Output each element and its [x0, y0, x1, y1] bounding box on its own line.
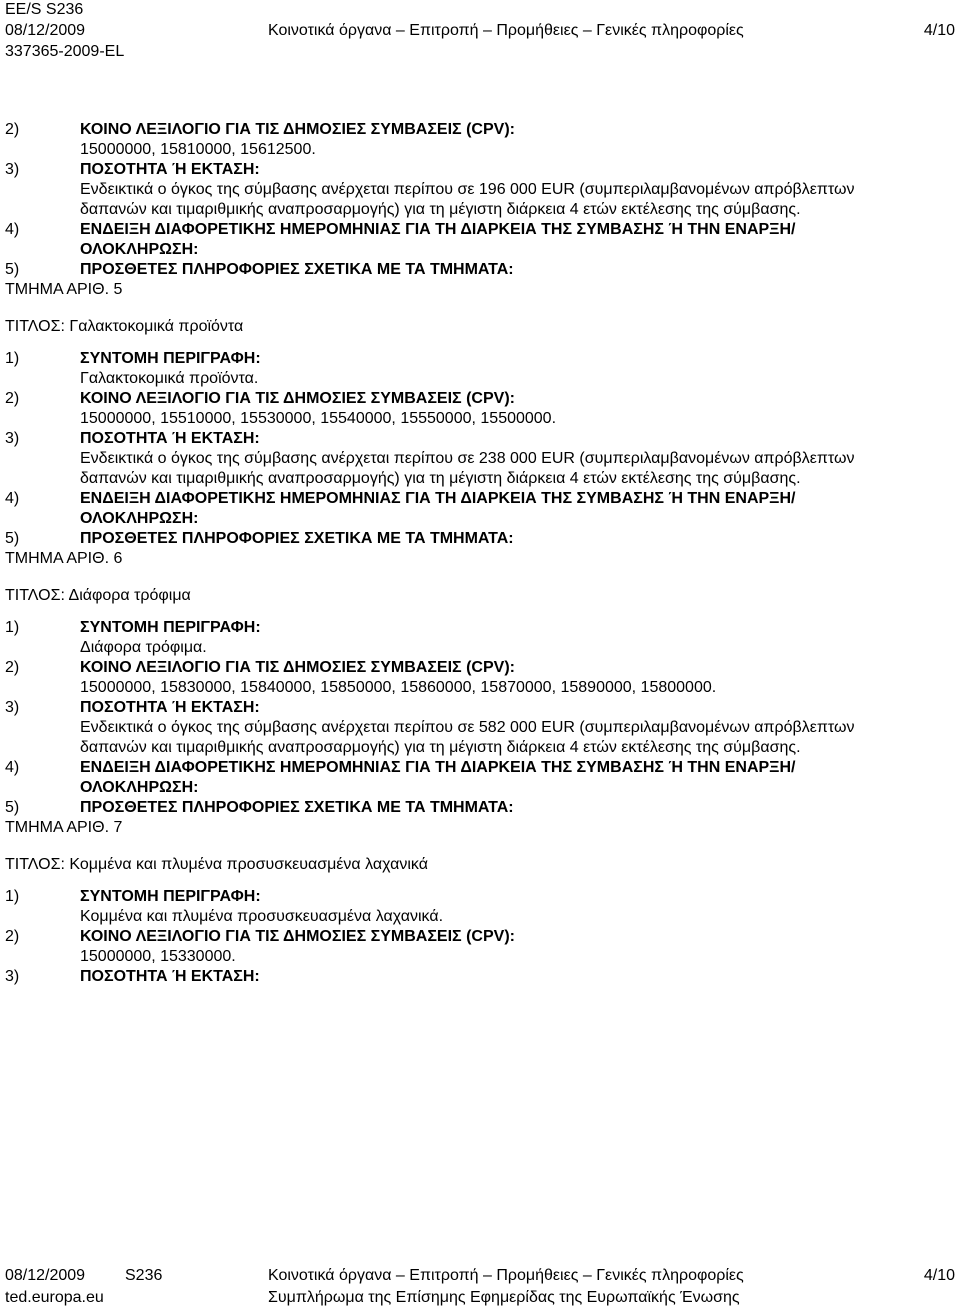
additional-heading: ΠΡΟΣΘΕΤΕΣ ΠΛΗΡΟΦΟΡΙΕΣ ΣΧΕΤΙΚΑ ΜΕ ΤΑ ΤΜΗΜΑΤΑ:: [80, 261, 514, 278]
quantity-heading: ΠΟΣΟΤΗΤΑ Ή ΕΚΤΑΣΗ:: [80, 699, 260, 716]
page-footer: [5, 1266, 955, 1310]
lot-number: ΤΜΗΜΑ ΑΡΙΘ. 7: [5, 819, 123, 836]
short-desc-heading: ΣΥΝΤΟΜΗ ΠΕΡΙΓΡΑΦΗ:: [80, 888, 261, 905]
short-desc-text: Διάφορα τρόφιμα.: [80, 639, 207, 656]
quantity-text-2: δαπανών και τιμαριθμικής αναπροσαρμογής) για τη μέγιστη διάρκεια 4 ετών εκτέλεσης της σύμβασης.: [80, 470, 801, 487]
cpv-codes: 15000000, 15510000, 15530000, 15540000, 15550000, 15500000.: [80, 410, 557, 427]
doc-ref: EE/S S236: [5, 1, 84, 18]
lot-number: ΤΜΗΜΑ ΑΡΙΘ. 5: [5, 281, 123, 298]
quantity-text-1: Ενδεικτικά ο όγκος της σύμβασης ανέρχεται περίπου σε 238 000 EUR (συμπεριλαμβανομένων απρόβλεπτων: [80, 450, 855, 467]
cpv-codes: 15000000, 15810000, 15612500.: [80, 141, 316, 158]
document-body: [5, 120, 955, 987]
duration-heading-2: ΟΛΟΚΛΗΡΩΣΗ:: [80, 241, 199, 258]
additional-heading: ΠΡΟΣΘΕΤΕΣ ΠΛΗΡΟΦΟΡΙΕΣ ΣΧΕΤΙΚΑ ΜΕ ΤΑ ΤΜΗΜΑΤΑ:: [80, 530, 514, 547]
lot-number: ΤΜΗΜΑ ΑΡΙΘ. 6: [5, 550, 123, 567]
lot-title: ΤΙΤΛΟΣ: Διάφορα τρόφιμα: [5, 587, 191, 604]
cpv-codes: 15000000, 15330000.: [80, 948, 236, 965]
notice-id: 337365-2009-EL: [5, 43, 125, 60]
quantity-section: 3) ΠΟΣΟΤΗΤΑ Ή ΕΚΤΑΣΗ: Ενδεικτικά ο όγκος της σύμβασης ανέρχεται περίπου σε 582 000 EUR (συμπεριλαμβανομένων απρόβλεπτων δαπανών και τιμαριθμικής αναπροσαρμογής) για τη μέγιστη διάρκεια 4 ετών εκτέλεσης της σύμβασης.: [5, 698, 955, 758]
cpv-section: 2) ΚΟΙΝΟ ΛΕΞΙΛΟΓΙΟ ΓΙΑ ΤΙΣ ΔΗΜΟΣΙΕΣ ΣΥΜΒΑΣΕΙΣ (CPV): 15000000, 15330000.: [5, 927, 955, 967]
header-title: Κοινοτικά όργανα – Επιτροπή – Προμήθειες – Γενικές πληροφορίες: [268, 22, 744, 39]
lot-title: ΤΙΤΛΟΣ: Γαλακτοκομικά προϊόντα: [5, 318, 244, 335]
quantity-text-1: Ενδεικτικά ο όγκος της σύμβασης ανέρχεται περίπου σε 582 000 EUR (συμπεριλαμβανομένων απρόβλεπτων: [80, 719, 855, 736]
cpv-section: 2) ΚΟΙΝΟ ΛΕΞΙΛΟΓΙΟ ΓΙΑ ΤΙΣ ΔΗΜΟΣΙΕΣ ΣΥΜΒΑΣΕΙΣ (CPV): 15000000, 15510000, 15530000, 15540000, 15550000, 15500000.: [5, 389, 955, 429]
quantity-heading: ΠΟΣΟΤΗΤΑ Ή ΕΚΤΑΣΗ:: [80, 430, 260, 447]
additional-section: 5) ΠΡΟΣΘΕΤΕΣ ΠΛΗΡΟΦΟΡΙΕΣ ΣΧΕΤΙΚΑ ΜΕ ΤΑ ΤΜΗΜΑΤΑ:: [5, 260, 955, 280]
additional-section: 5) ΠΡΟΣΘΕΤΕΣ ΠΛΗΡΟΦΟΡΙΕΣ ΣΧΕΤΙΚΑ ΜΕ ΤΑ ΤΜΗΜΑΤΑ:: [5, 798, 955, 818]
page-header: [5, 0, 955, 63]
cpv-heading: ΚΟΙΝΟ ΛΕΞΙΛΟΓΙΟ ΓΙΑ ΤΙΣ ΔΗΜΟΣΙΕΣ ΣΥΜΒΑΣΕΙΣ (CPV):: [80, 390, 515, 407]
duration-section: 4) ΕΝΔΕΙΞΗ ΔΙΑΦΟΡΕΤΙΚΗΣ ΗΜΕΡΟΜΗΝΙΑΣ ΓΙΑ ΤΗ ΔΙΑΡΚΕΙΑ ΤΗΣ ΣΥΜΒΑΣΗΣ Ή ΤΗΝ ΕΝΑΡΞΗ/ ΟΛΟΚΛΗΡΩΣΗ:: [5, 220, 955, 260]
quantity-section: 3) ΠΟΣΟΤΗΤΑ Ή ΕΚΤΑΣΗ:: [5, 967, 955, 987]
additional-heading: ΠΡΟΣΘΕΤΕΣ ΠΛΗΡΟΦΟΡΙΕΣ ΣΧΕΤΙΚΑ ΜΕ ΤΑ ΤΜΗΜΑΤΑ:: [80, 799, 514, 816]
duration-section: 4) ΕΝΔΕΙΞΗ ΔΙΑΦΟΡΕΤΙΚΗΣ ΗΜΕΡΟΜΗΝΙΑΣ ΓΙΑ ΤΗ ΔΙΑΡΚΕΙΑ ΤΗΣ ΣΥΜΒΑΣΗΣ Ή ΤΗΝ ΕΝΑΡΞΗ/ ΟΛΟΚΛΗΡΩΣΗ:: [5, 758, 955, 798]
duration-heading-2: ΟΛΟΚΛΗΡΩΣΗ:: [80, 510, 199, 527]
duration-heading-1: ΕΝΔΕΙΞΗ ΔΙΑΦΟΡΕΤΙΚΗΣ ΗΜΕΡΟΜΗΝΙΑΣ ΓΙΑ ΤΗ ΔΙΑΡΚΕΙΑ ΤΗΣ ΣΥΜΒΑΣΗΣ Ή ΤΗΝ ΕΝΑΡΞΗ/: [80, 221, 796, 238]
footer-site-link[interactable]: ted.europa.eu: [5, 1289, 104, 1306]
short-desc-text: Γαλακτοκομικά προϊόντα.: [80, 370, 259, 387]
short-desc-heading: ΣΥΝΤΟΜΗ ΠΕΡΙΓΡΑΦΗ:: [80, 350, 261, 367]
cpv-heading: ΚΟΙΝΟ ΛΕΞΙΛΟΓΙΟ ΓΙΑ ΤΙΣ ΔΗΜΟΣΙΕΣ ΣΥΜΒΑΣΕΙΣ (CPV):: [80, 659, 515, 676]
cpv-heading: ΚΟΙΝΟ ΛΕΞΙΛΟΓΙΟ ΓΙΑ ΤΙΣ ΔΗΜΟΣΙΕΣ ΣΥΜΒΑΣΕΙΣ (CPV):: [80, 121, 515, 138]
short-desc-text: Κομμένα και πλυμένα προσυσκευασμένα λαχανικά.: [80, 908, 444, 925]
footer-date: 08/12/2009: [5, 1267, 86, 1284]
additional-section: 5) ΠΡΟΣΘΕΤΕΣ ΠΛΗΡΟΦΟΡΙΕΣ ΣΧΕΤΙΚΑ ΜΕ ΤΑ ΤΜΗΜΑΤΑ:: [5, 529, 955, 549]
short-desc-section: 1) ΣΥΝΤΟΜΗ ΠΕΡΙΓΡΑΦΗ: Γαλακτοκομικά προϊόντα.: [5, 349, 955, 389]
quantity-section: 3) ΠΟΣΟΤΗΤΑ Ή ΕΚΤΑΣΗ: Ενδεικτικά ο όγκος της σύμβασης ανέρχεται περίπου σε 196 000 EUR (συμπεριλαμβανομένων απρόβλεπτων δαπανών και τιμαριθμικής αναπροσαρμογής) για τη μέγιστη διάρκεια 4 ετών εκτέλεσης της σύμβασης.: [5, 160, 955, 220]
quantity-text-1: Ενδεικτικά ο όγκος της σύμβασης ανέρχεται περίπου σε 196 000 EUR (συμπεριλαμβανομένων απρόβλεπτων: [80, 181, 855, 198]
cpv-heading: ΚΟΙΝΟ ΛΕΞΙΛΟΓΙΟ ΓΙΑ ΤΙΣ ΔΗΜΟΣΙΕΣ ΣΥΜΒΑΣΕΙΣ (CPV):: [80, 928, 515, 945]
duration-heading-1: ΕΝΔΕΙΞΗ ΔΙΑΦΟΡΕΤΙΚΗΣ ΗΜΕΡΟΜΗΝΙΑΣ ΓΙΑ ΤΗ ΔΙΑΡΚΕΙΑ ΤΗΣ ΣΥΜΒΑΣΗΣ Ή ΤΗΝ ΕΝΑΡΞΗ/: [80, 759, 796, 776]
quantity-text-2: δαπανών και τιμαριθμικής αναπροσαρμογής) για τη μέγιστη διάρκεια 4 ετών εκτέλεσης της σύμβασης.: [80, 739, 801, 756]
cpv-section: 2) ΚΟΙΝΟ ΛΕΞΙΛΟΓΙΟ ΓΙΑ ΤΙΣ ΔΗΜΟΣΙΕΣ ΣΥΜΒΑΣΕΙΣ (CPV): 15000000, 15810000, 15612500.: [5, 120, 955, 160]
header-page: 4/10: [923, 22, 955, 39]
cpv-codes: 15000000, 15830000, 15840000, 15850000, 15860000, 15870000, 15890000, 15800000.: [80, 679, 717, 696]
header-date: 08/12/2009: [5, 22, 86, 39]
short-desc-heading: ΣΥΝΤΟΜΗ ΠΕΡΙΓΡΑΦΗ:: [80, 619, 261, 636]
quantity-heading: ΠΟΣΟΤΗΤΑ Ή ΕΚΤΑΣΗ:: [80, 968, 260, 985]
short-desc-section: 1) ΣΥΝΤΟΜΗ ΠΕΡΙΓΡΑΦΗ: Διάφορα τρόφιμα.: [5, 618, 955, 658]
footer-title: Κοινοτικά όργανα – Επιτροπή – Προμήθειες – Γενικές πληροφορίες: [268, 1267, 744, 1284]
short-desc-section: 1) ΣΥΝΤΟΜΗ ΠΕΡΙΓΡΑΦΗ: Κομμένα και πλυμένα προσυσκευασμένα λαχανικά.: [5, 887, 955, 927]
lot-title: ΤΙΤΛΟΣ: Κομμένα και πλυμένα προσυσκευασμένα λαχανικά: [5, 856, 428, 873]
quantity-heading: ΠΟΣΟΤΗΤΑ Ή ΕΚΤΑΣΗ:: [80, 161, 260, 178]
duration-heading-2: ΟΛΟΚΛΗΡΩΣΗ:: [80, 779, 199, 796]
footer-supplement: Συμπλήρωμα της Επίσημης Εφημερίδας της Ευρωπαϊκής Ένωσης: [268, 1289, 740, 1306]
duration-heading-1: ΕΝΔΕΙΞΗ ΔΙΑΦΟΡΕΤΙΚΗΣ ΗΜΕΡΟΜΗΝΙΑΣ ΓΙΑ ΤΗ ΔΙΑΡΚΕΙΑ ΤΗΣ ΣΥΜΒΑΣΗΣ Ή ΤΗΝ ΕΝΑΡΞΗ/: [80, 490, 796, 507]
cpv-section: 2) ΚΟΙΝΟ ΛΕΞΙΛΟΓΙΟ ΓΙΑ ΤΙΣ ΔΗΜΟΣΙΕΣ ΣΥΜΒΑΣΕΙΣ (CPV): 15000000, 15830000, 15840000, 15850000, 15860000, 15870000, 15890000, 15800000.: [5, 658, 955, 698]
duration-section: 4) ΕΝΔΕΙΞΗ ΔΙΑΦΟΡΕΤΙΚΗΣ ΗΜΕΡΟΜΗΝΙΑΣ ΓΙΑ ΤΗ ΔΙΑΡΚΕΙΑ ΤΗΣ ΣΥΜΒΑΣΗΣ Ή ΤΗΝ ΕΝΑΡΞΗ/ ΟΛΟΚΛΗΡΩΣΗ:: [5, 489, 955, 529]
footer-series: S236: [125, 1267, 163, 1284]
footer-page: 4/10: [923, 1267, 955, 1284]
quantity-section: 3) ΠΟΣΟΤΗΤΑ Ή ΕΚΤΑΣΗ: Ενδεικτικά ο όγκος της σύμβασης ανέρχεται περίπου σε 238 000 EUR (συμπεριλαμβανομένων απρόβλεπτων δαπανών και τιμαριθμικής αναπροσαρμογής) για τη μέγιστη διάρκεια 4 ετών εκτέλεσης της σύμβασης.: [5, 429, 955, 489]
quantity-text-2: δαπανών και τιμαριθμικής αναπροσαρμογής) για τη μέγιστη διάρκεια 4 ετών εκτέλεσης της σύμβασης.: [80, 201, 801, 218]
